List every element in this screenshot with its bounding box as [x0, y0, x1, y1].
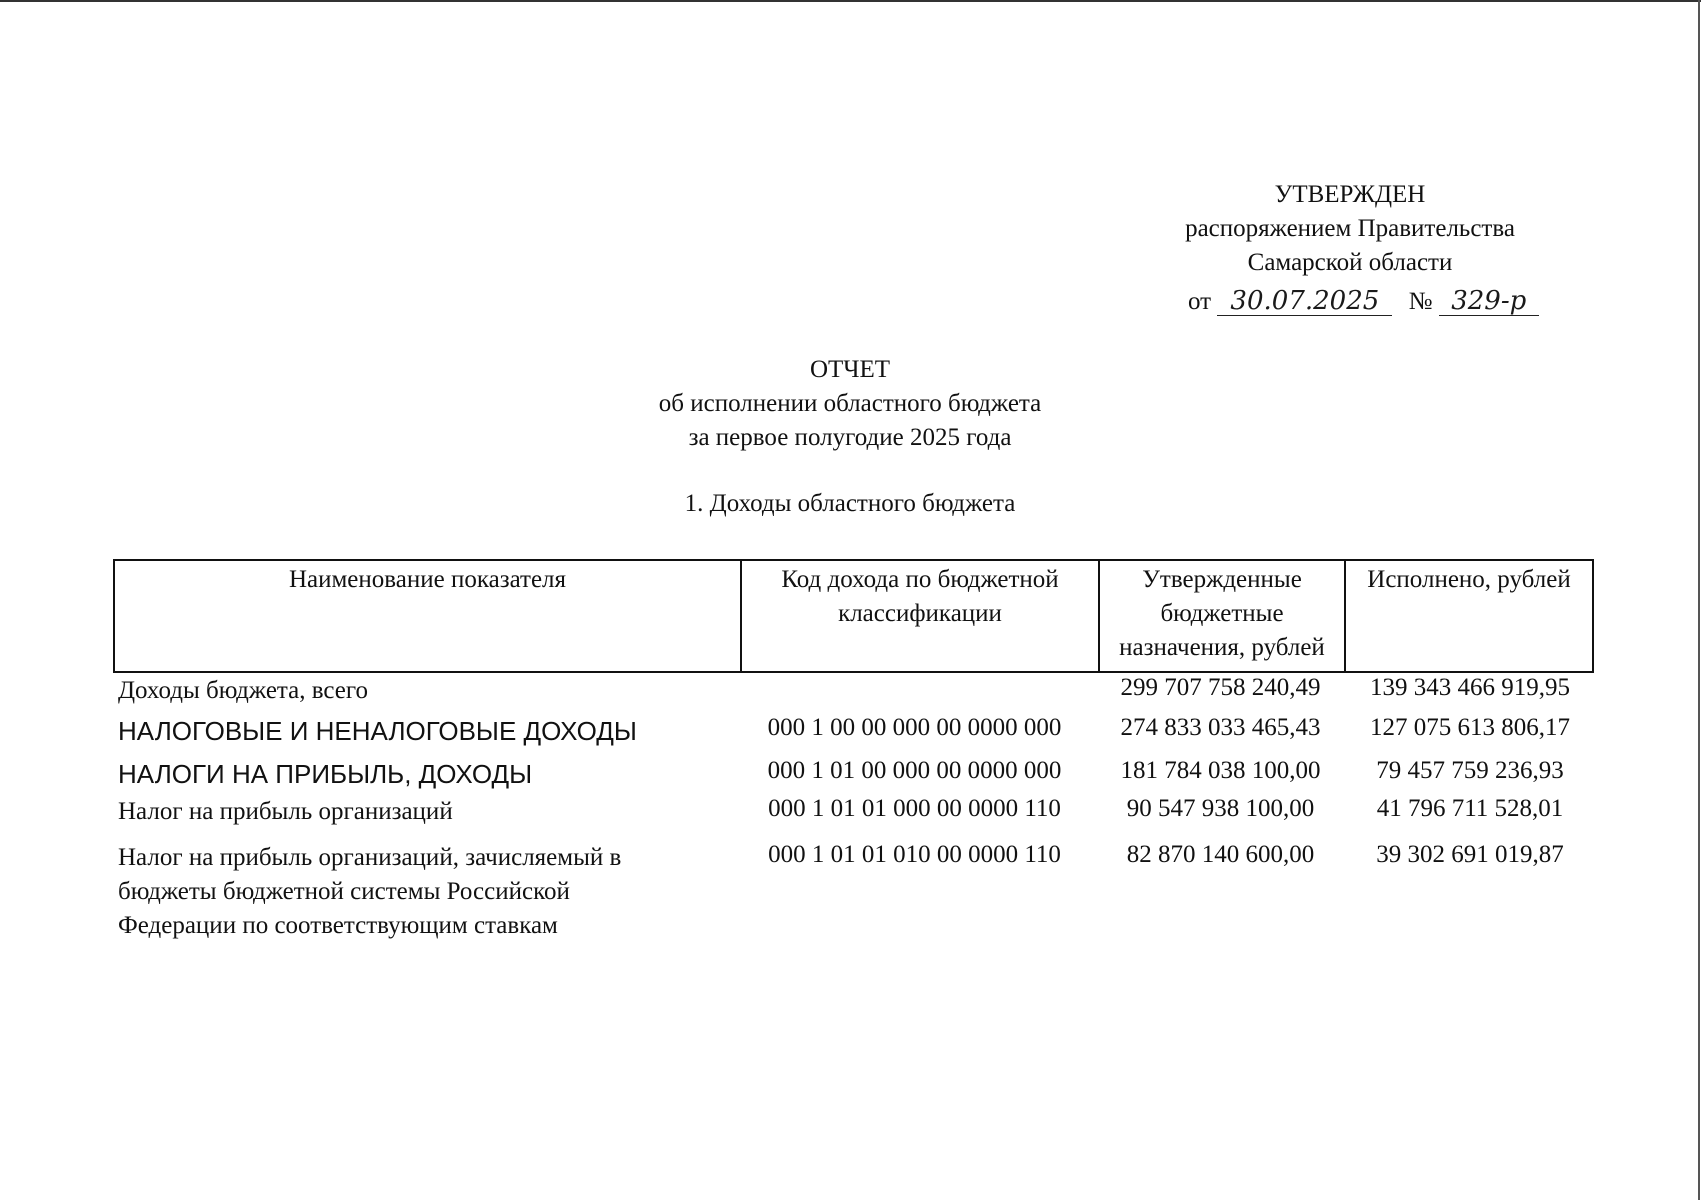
header-plan-text: Утвержденные бюджетные назначения, рублей — [1119, 566, 1325, 661]
row-done: 139 343 466 919,95 — [1370, 674, 1570, 701]
handwritten-date: 30.07.2025 — [1217, 287, 1392, 316]
approval-date-number-line — [1188, 287, 1539, 316]
scan-top-edge — [0, 0, 1701, 2]
row-name: Доходы бюджета, всего — [118, 677, 369, 704]
header-name-text: Наименование показателя — [288, 566, 567, 593]
row-code: 000 1 01 00 000 00 0000 000 — [767, 757, 1062, 784]
row-done: 79 457 759 236,93 — [1376, 757, 1564, 784]
row-plan: 90 547 938 100,00 — [1126, 795, 1315, 822]
header-code-text: Код дохода по бюджетной классификации — [781, 566, 1059, 627]
scan-right-edge — [1698, 0, 1700, 1200]
row-done: 41 796 711 528,01 — [1376, 795, 1564, 822]
row-name: НАЛОГИ НА ПРИБЫЛЬ, ДОХОДЫ — [118, 759, 533, 789]
handwritten-number: 329-р — [1439, 287, 1539, 316]
approval-heading: УТВЕРЖДЕН — [1274, 181, 1426, 208]
row-plan: 181 784 038 100,00 — [1120, 757, 1321, 784]
approval-region: Самарской области — [1247, 249, 1453, 276]
date-prefix: от — [1188, 288, 1212, 315]
number-prefix: № — [1408, 288, 1433, 315]
header-name — [113, 559, 742, 673]
header-plan — [1098, 559, 1346, 673]
row-code: 000 1 00 00 000 00 0000 000 — [767, 714, 1062, 741]
header-code — [740, 559, 1100, 673]
row-code: 000 1 01 01 010 00 0000 110 — [768, 841, 1061, 868]
row-name: Налог на прибыль организаций, зачисляемый в бюджеты бюджетной системы Российской Федерации по соответствующим ставкам — [118, 844, 622, 939]
header-done-text: Исполнено, рублей — [1367, 566, 1571, 593]
row-name: Налог на прибыль организаций — [118, 798, 453, 825]
header-done — [1344, 559, 1594, 673]
report-title-block — [450, 353, 1250, 455]
report-subtitle-1: об исполнении областного бюджета — [658, 390, 1042, 417]
report-title: ОТЧЕТ — [809, 356, 891, 383]
row-plan: 274 833 033 465,43 — [1120, 714, 1321, 741]
row-plan: 82 870 140 600,00 — [1126, 841, 1315, 868]
row-name: НАЛОГОВЫЕ И НЕНАЛОГОВЫЕ ДОХОДЫ — [118, 716, 637, 746]
row-plan: 299 707 758 240,49 — [1120, 674, 1321, 701]
approval-issuer: распоряжением Правительства — [1185, 215, 1515, 242]
row-done: 39 302 691 019,87 — [1376, 841, 1564, 868]
section-title: 1. Доходы областного бюджета — [684, 490, 1016, 517]
report-subtitle-2: за первое полугодие 2025 года — [688, 424, 1012, 451]
approval-stamp-block — [1150, 178, 1550, 280]
row-done: 127 075 613 806,17 — [1370, 714, 1570, 741]
row-code: 000 1 01 01 000 00 0000 110 — [768, 795, 1061, 822]
